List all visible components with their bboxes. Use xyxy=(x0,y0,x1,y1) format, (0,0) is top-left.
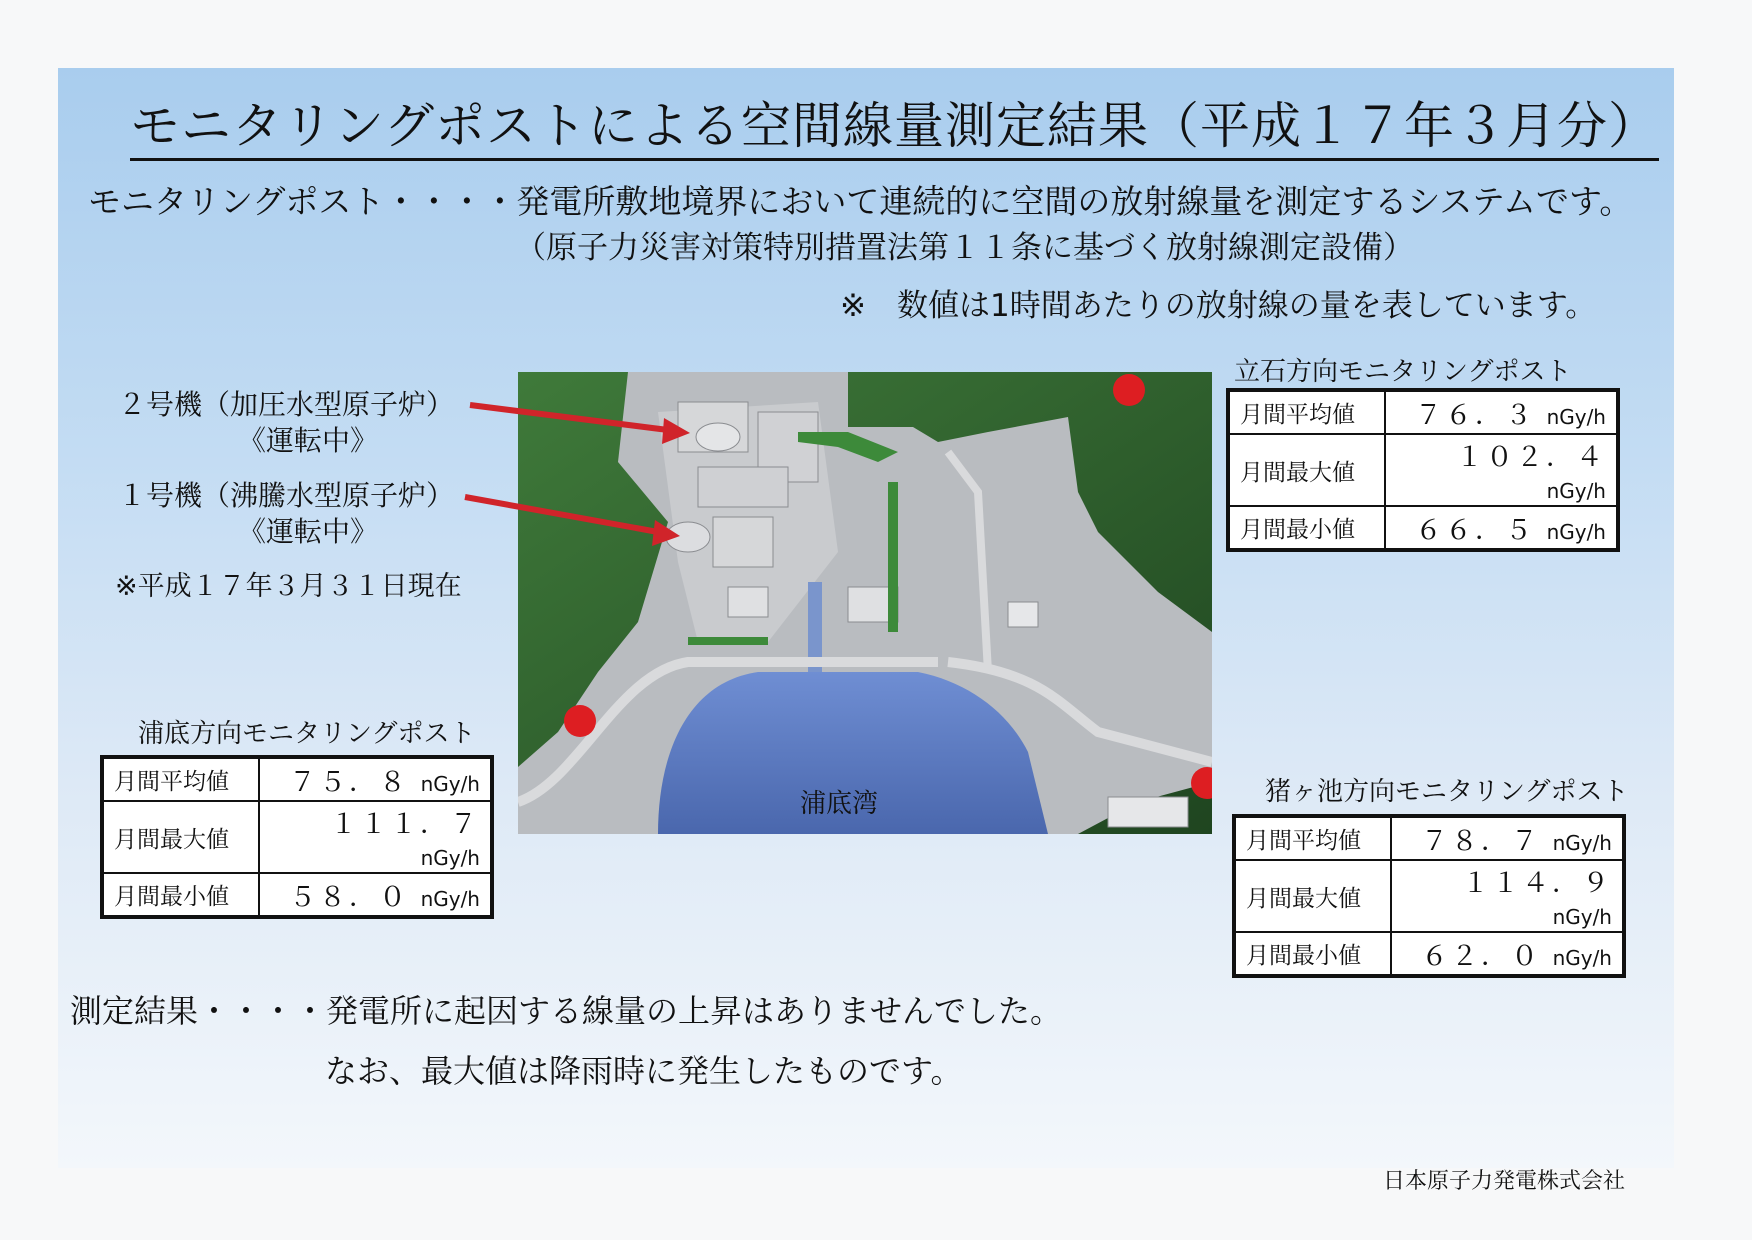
value-unit: nGy/h xyxy=(1552,905,1612,929)
row-label: 月間平均値 xyxy=(1234,816,1391,860)
row-label: 月間最大値 xyxy=(1234,860,1391,932)
value-number: ７８．７ xyxy=(1420,826,1541,857)
row-value xyxy=(259,757,492,801)
green-strip xyxy=(688,637,768,645)
inogaike-post-table xyxy=(1232,814,1626,978)
description-line-2: （原子力災害対策特別措置法第１１条に基づく放射線測定設備） xyxy=(515,230,1414,266)
value-number: ６６．５ xyxy=(1414,515,1535,546)
building xyxy=(1008,602,1038,627)
value-unit: nGy/h xyxy=(1552,831,1612,855)
building xyxy=(728,587,768,617)
row-value xyxy=(1385,434,1618,506)
row-value xyxy=(259,801,492,873)
table-row xyxy=(1234,816,1624,860)
row-label: 月間最大値 xyxy=(1228,434,1385,506)
row-label: 月間最小値 xyxy=(1234,932,1391,976)
row-value xyxy=(259,873,492,917)
building xyxy=(698,467,788,507)
plant-aerial-map xyxy=(518,372,1212,834)
row-value xyxy=(1391,860,1624,932)
green-strip xyxy=(888,482,898,632)
value-number: ６２．０ xyxy=(1420,941,1541,972)
result-line-2: なお、最大値は降雨時に発生したものです。 xyxy=(325,1052,963,1090)
description-line-1: モニタリングポスト・・・・発電所敷地境界において連続的に空間の放射線量を測定するシステムです。 xyxy=(88,182,1633,221)
value-unit: nGy/h xyxy=(1546,479,1606,503)
unit-note: ※ 数値は1時間あたりの放射線の量を表しています。 xyxy=(840,288,1597,324)
row-value xyxy=(1391,816,1624,860)
urasoko-post-title: 浦底方向モニタリングポスト xyxy=(138,719,476,749)
table-row xyxy=(102,801,492,873)
value-unit: nGy/h xyxy=(1552,946,1612,970)
table-row xyxy=(1228,506,1618,550)
urasoko-post-marker xyxy=(564,705,596,737)
urasoko-post-table xyxy=(100,755,494,919)
value-number: １１１．７ xyxy=(330,809,480,840)
value-number: １１４．９ xyxy=(1462,868,1612,899)
row-value xyxy=(1391,932,1624,976)
value-unit: nGy/h xyxy=(420,772,480,796)
unit1-status: 《運転中》 xyxy=(238,515,379,548)
table-row xyxy=(1234,932,1624,976)
table-row xyxy=(1228,390,1618,434)
unit1-reactor-building xyxy=(666,522,710,552)
company-name: 日本原子力発電株式会社 xyxy=(1383,1169,1626,1194)
bay-label: 浦底湾 xyxy=(800,789,879,819)
value-unit: nGy/h xyxy=(1546,405,1606,429)
row-label: 月間最小値 xyxy=(102,873,259,917)
tateishi-post-title: 立石方向モニタリングポスト xyxy=(1234,357,1572,387)
result-line-1: 測定結果・・・・発電所に起因する線量の上昇はありませんでした。 xyxy=(70,992,1063,1030)
as-of-date: ※平成１７年３月３１日現在 xyxy=(115,571,462,602)
unit2-name: ２号機（加圧水型原子炉） xyxy=(118,388,455,421)
value-number: ７６．３ xyxy=(1414,400,1535,431)
row-label: 月間最小値 xyxy=(1228,506,1385,550)
table-row xyxy=(1228,434,1618,506)
row-label: 月間平均値 xyxy=(1228,390,1385,434)
row-label: 月間平均値 xyxy=(102,757,259,801)
value-number: ５８．０ xyxy=(288,882,409,913)
page-title: モニタリングポストによる空間線量測定結果（平成１７年３月分） xyxy=(130,98,1659,161)
row-value xyxy=(1385,506,1618,550)
value-unit: nGy/h xyxy=(420,846,480,870)
table-row xyxy=(102,757,492,801)
value-number: ７５．８ xyxy=(288,767,409,798)
row-label: 月間最大値 xyxy=(102,801,259,873)
tateishi-post-table xyxy=(1226,388,1620,552)
building xyxy=(1108,797,1188,827)
row-value xyxy=(1385,390,1618,434)
tateishi-post-marker xyxy=(1113,374,1145,406)
building xyxy=(713,517,773,567)
value-number: １０２．４ xyxy=(1456,442,1606,473)
unit2-reactor-building xyxy=(696,423,740,451)
table-row xyxy=(102,873,492,917)
value-unit: nGy/h xyxy=(1546,520,1606,544)
value-unit: nGy/h xyxy=(420,887,480,911)
unit2-status: 《運転中》 xyxy=(238,424,379,457)
inogaike-post-title: 猪ヶ池方向モニタリングポスト xyxy=(1265,777,1629,807)
table-row xyxy=(1234,860,1624,932)
unit1-name: １号機（沸騰水型原子炉） xyxy=(118,479,455,512)
